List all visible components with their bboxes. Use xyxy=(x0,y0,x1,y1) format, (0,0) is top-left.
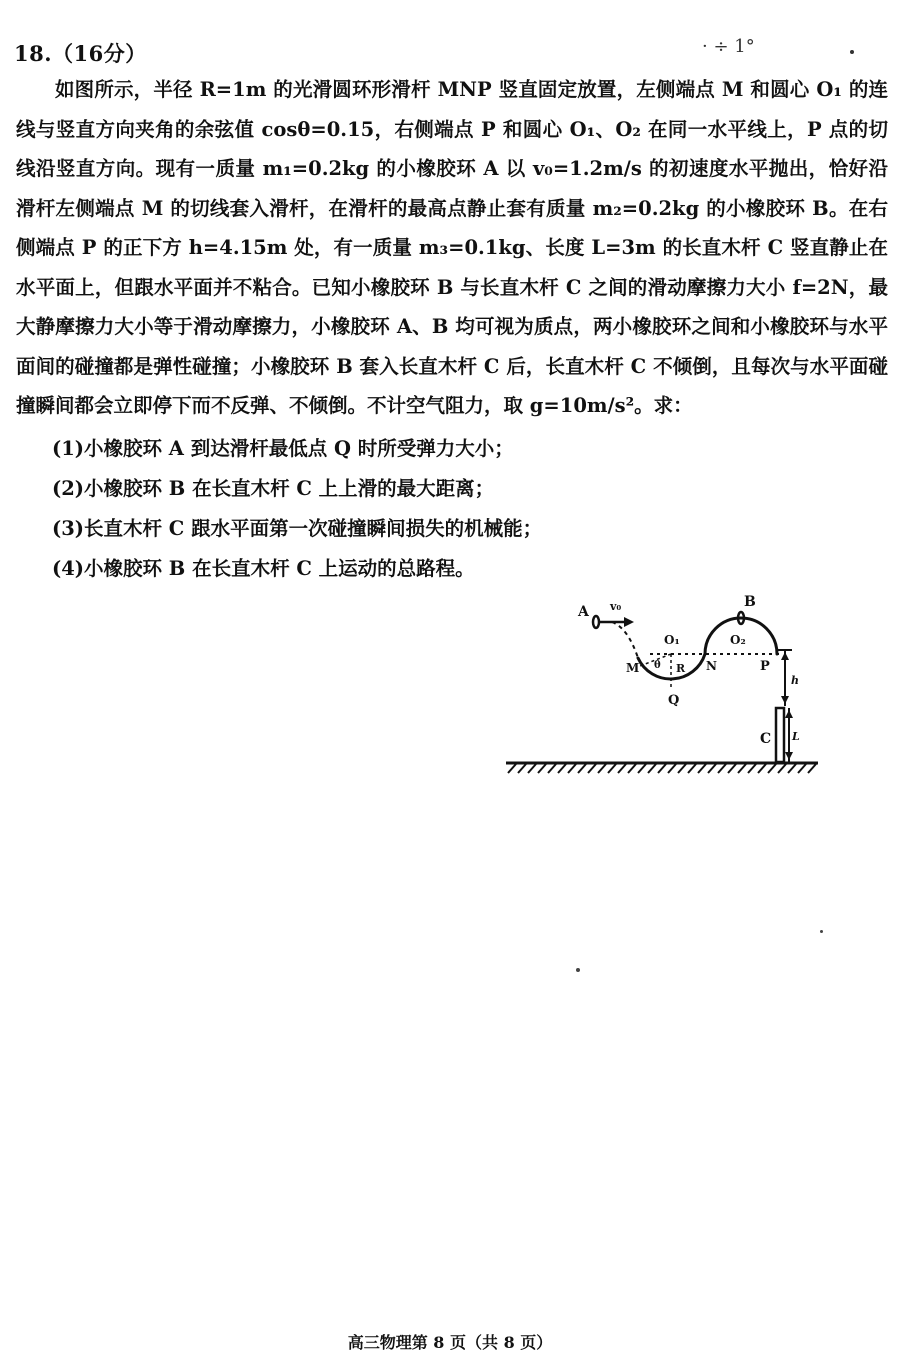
scan-speck xyxy=(820,930,823,933)
physics-diagram xyxy=(500,588,830,788)
label-h: h xyxy=(791,674,799,687)
velocity-arrowhead xyxy=(624,617,634,627)
sub-question-3: (3)长直木杆 C 跟水平面第一次碰撞瞬间损失的机械能； xyxy=(52,517,543,540)
label-o2: O₂ xyxy=(730,633,746,647)
page-footer: 高三物理第 8 页（共 8 页） xyxy=(347,1333,553,1352)
projectile-path xyxy=(612,622,638,658)
sub-question-2: (2)小橡胶环 B 在长直木杆 C 上上滑的最大距离； xyxy=(52,477,495,500)
label-q: Q xyxy=(668,693,680,708)
label-m: M xyxy=(626,661,640,675)
handwritten-marks xyxy=(702,36,755,57)
l-arrow-down xyxy=(785,752,793,760)
label-a: A xyxy=(578,604,589,620)
l-arrow-up xyxy=(785,710,793,718)
label-c: C xyxy=(760,731,772,747)
scan-speck xyxy=(576,968,580,972)
sub-question-4: (4)小橡胶环 B 在长直木杆 C 上运动的总路程。 xyxy=(52,557,475,580)
question-number: 18.（16分） xyxy=(14,41,147,66)
label-p: P xyxy=(760,659,770,674)
ring-a xyxy=(593,616,599,628)
label-b: B xyxy=(744,594,756,610)
ink-dot xyxy=(850,50,854,54)
label-n: N xyxy=(706,659,717,673)
ground-hatching xyxy=(508,764,816,773)
label-r: R xyxy=(676,662,686,675)
label-l: L xyxy=(792,730,800,743)
sub-question-1: (1)小橡胶环 A 到达滑杆最低点 Q 时所受弹力大小； xyxy=(52,437,514,460)
corner-marks-text: · ÷ 1° xyxy=(702,36,755,57)
label-o1: O₁ xyxy=(664,633,680,647)
problem-statement: 如图所示，半径 R=1m 的光滑圆环形滑杆 MNP 竖直固定放置，左侧端点 M 和圆心 O₁ 的连线与竖直方向夹角的余弦值 cosθ=0.15，右侧端点 P 和圆心 O₁、O₂ 在同一水平线上，P 点的切线沿竖直方向。现有一质量 m₁=0.2kg 的小橡胶环 A 以 v₀=1.2m/s 的初速度水平抛出，恰好沿滑杆左侧端点 M 的切线套入滑杆，在滑杆的最高点静止套有质量 m₂=0.2kg 的小橡胶环 B。在右侧端点 P 的正下方 h=4.15m 处，有一质量 m₃=0.1kg、长度 L=3m 的长直木杆 C 竖直静止在水平面上，但跟水平面并不粘合。已知小橡胶环 B 与长直木杆 C 之间的滑动摩擦力大小 f=2N，最大静摩擦力大小等于滑动摩擦力，小橡胶环 A、B 均可视为质点，两小橡胶环之间和小橡胶环与水平面间的碰撞都是弹性碰撞；小橡胶环 B 套入长直木杆 C 后，长直木杆 C 不倾倒，且每次与水平面碰撞瞬间都会立即停下而不反弹、不倾倒。不计空气阻力，取 g=10m/s²。求： xyxy=(16,78,888,417)
label-v0: v₀ xyxy=(610,600,622,613)
h-arrow-up xyxy=(781,652,789,660)
rod-c xyxy=(776,708,784,762)
label-theta: θ xyxy=(654,660,661,671)
h-arrow-down xyxy=(781,696,789,704)
sub-question-list xyxy=(52,429,542,589)
